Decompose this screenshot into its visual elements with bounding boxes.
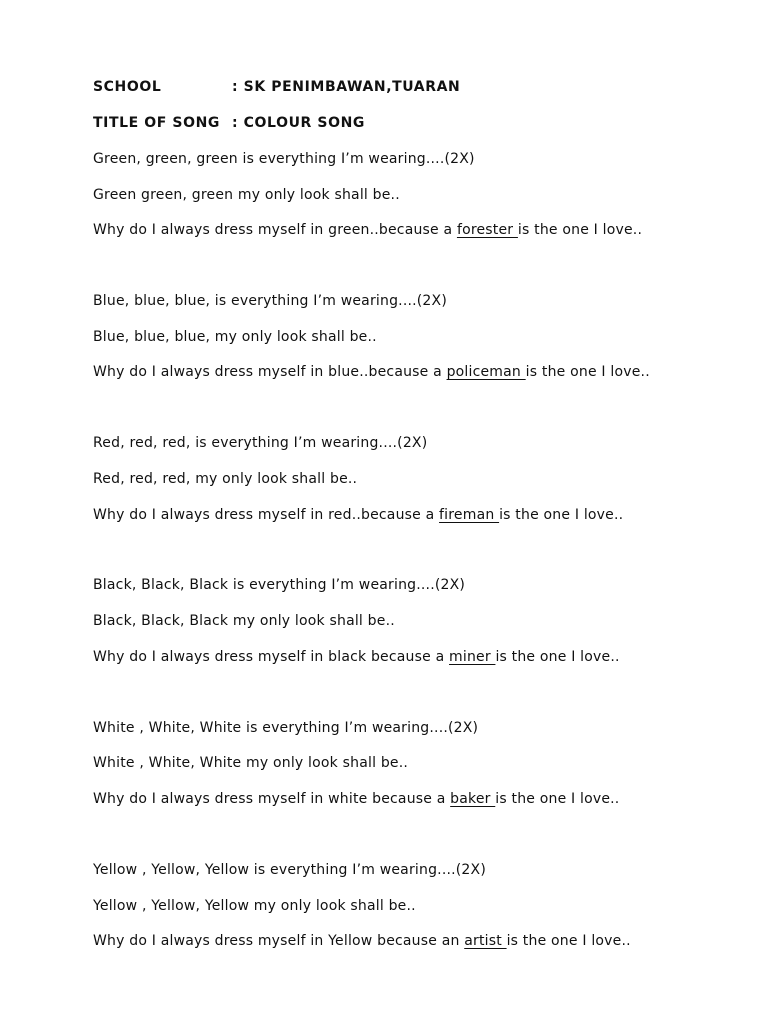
verse-6-line-2: Yellow , Yellow, Yellow my only look shall be.. — [93, 898, 416, 914]
verse-2-line-2: Blue, blue, blue, my only look shall be.. — [93, 329, 377, 345]
verse-1-line-2: Green green, green my only look shall be.. — [93, 187, 400, 203]
verse-4-line-3-end: is the one I love.. — [495, 649, 620, 665]
verse-6-line-3 — [93, 932, 631, 950]
song-title-label: TITLE OF SONG — [93, 115, 220, 131]
verse-5-line-3-start: Why do I always dress myself in white because a — [93, 791, 451, 807]
verse-4-line-3 — [93, 648, 620, 666]
verse-5-occupation: baker — [450, 791, 496, 807]
verse-5-line-2: White , White, White my only look shall be.. — [93, 755, 409, 771]
verse-6-line-3-end: is the one I love.. — [506, 933, 631, 949]
verse-3-line-3 — [93, 506, 623, 524]
verse-2-line-3 — [93, 363, 650, 381]
verse-2-line-1: Blue, blue, blue, is everything I’m wearing....(2X) — [93, 293, 447, 309]
verse-1-occupation: forester — [456, 222, 518, 238]
verse-4-occupation: miner — [449, 649, 496, 665]
verse-3-occupation: fireman — [439, 507, 500, 523]
verse-3-line-3-start: Why do I always dress myself in red..because a — [93, 507, 440, 523]
verse-3-line-3-end: is the one I love.. — [499, 507, 624, 523]
verse-3-line-1: Red, red, red, is everything I’m wearing....(2X) — [93, 435, 428, 451]
verse-5-line-3-end: is the one I love.. — [495, 791, 620, 807]
verse-2-line-3-end: is the one I love.. — [525, 364, 650, 380]
song-title-line — [93, 114, 365, 132]
verse-6-line-3-start: Why do I always dress myself in Yellow because an — [93, 933, 465, 949]
school-label: SCHOOL — [93, 79, 162, 95]
verse-6-occupation: artist — [464, 933, 507, 949]
verse-2-line-3-start: Why do I always dress myself in blue..because a — [93, 364, 447, 380]
verse-1-line-3-end: is the one I love.. — [517, 222, 643, 238]
verse-4-line-3-start: Why do I always dress myself in black because a — [93, 649, 450, 665]
verse-6-line-1: Yellow , Yellow, Yellow is everything I’m wearing....(2X) — [93, 862, 486, 878]
verse-1-line-1: Green, green, green is everything I’m wearing....(2X) — [93, 151, 475, 167]
verse-5-line-3 — [93, 790, 619, 808]
verse-1-line-3 — [93, 221, 642, 239]
school-line — [93, 78, 461, 96]
school-value: : SK PENIMBAWAN,TUARAN — [232, 79, 461, 95]
song-title-value: : COLOUR SONG — [232, 115, 365, 131]
verse-1-line-3-start: Why do I always dress myself in green..because a — [93, 222, 457, 238]
verse-4-line-2: Black, Black, Black my only look shall be.. — [93, 613, 395, 629]
verse-3-line-2: Red, red, red, my only look shall be.. — [93, 471, 358, 487]
verse-2-occupation: policeman — [446, 364, 526, 380]
verse-5-line-1: White , White, White is everything I’m wearing....(2X) — [93, 720, 479, 736]
verse-4-line-1: Black, Black, Black is everything I’m wearing....(2X) — [93, 577, 466, 593]
